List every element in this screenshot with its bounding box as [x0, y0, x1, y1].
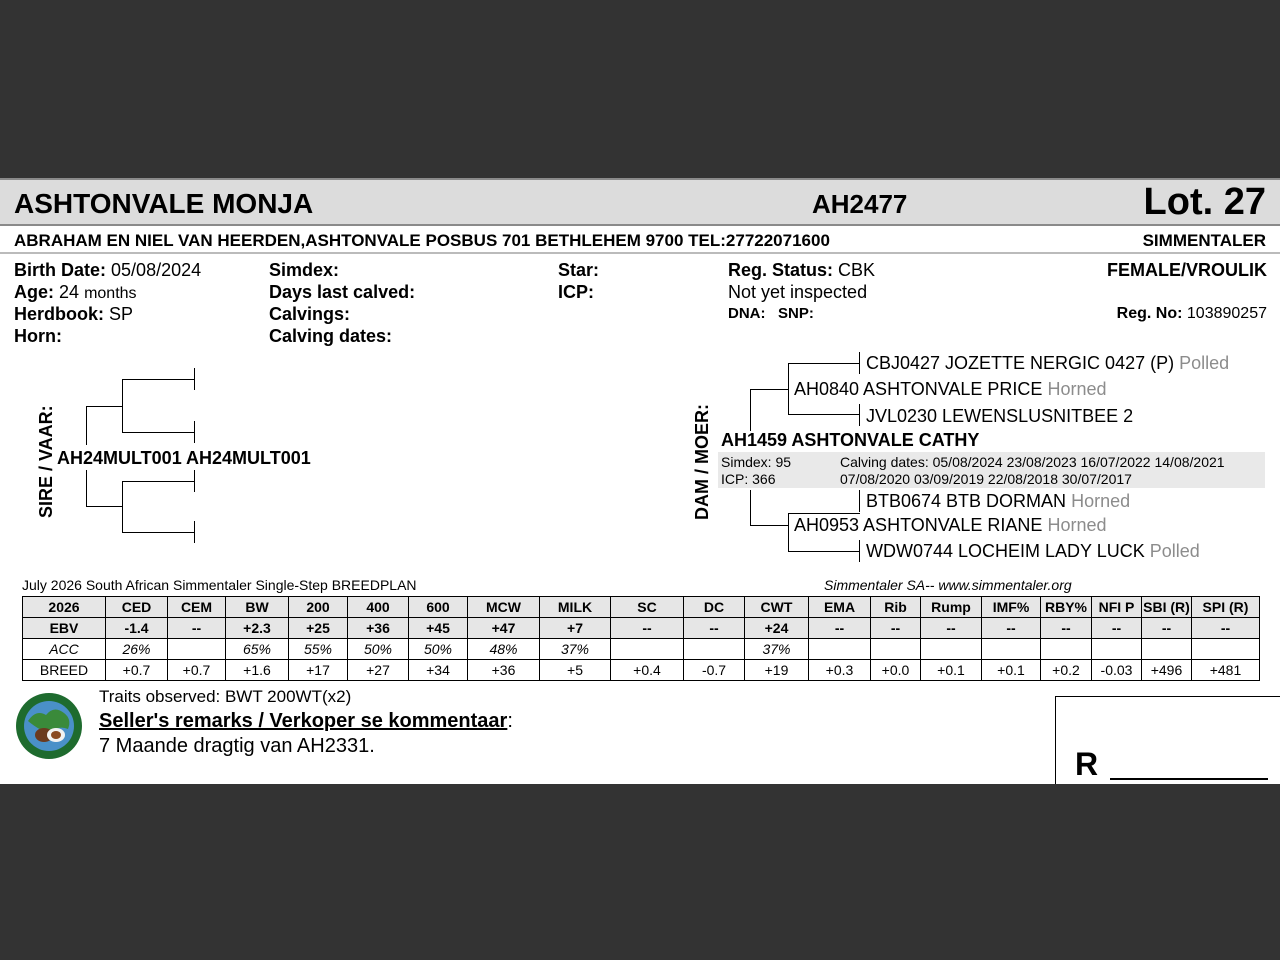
breedplan-cell: -- [611, 618, 684, 639]
dam-sire: AH0840 ASHTONVALE PRICE Horned [794, 379, 1107, 399]
breedplan-cell: CED [106, 597, 168, 618]
breedplan-cell: +17 [289, 660, 348, 681]
breedplan-cell: BW [226, 597, 289, 618]
star-label: Star: [558, 260, 600, 280]
breedplan-cell: IMF% [982, 597, 1041, 618]
calving-dates-label: Calving dates: [269, 326, 393, 346]
breedplan-cell: +0.4 [611, 660, 684, 681]
traits-observed: Traits observed: BWT 200WT(x2) [99, 687, 352, 706]
breedplan-cell [921, 639, 982, 660]
dam-calving-dates-2: 07/08/2020 03/09/2019 22/08/2018 30/07/2017 [840, 471, 1132, 487]
breedplan-cell: SC [611, 597, 684, 618]
breedplan-cell: +27 [348, 660, 409, 681]
breedplan-cell: +24 [745, 618, 809, 639]
sex: FEMALE/VROULIK [1107, 260, 1267, 280]
breedplan-cell: CEM [168, 597, 226, 618]
breedplan-cell: -- [921, 618, 982, 639]
breedplan-cell: SBI (R) [1142, 597, 1192, 618]
breedplan-cell: +481 [1192, 660, 1260, 681]
breedplan-cell: -- [982, 618, 1041, 639]
breedplan-cell: -0.03 [1092, 660, 1142, 681]
breedplan-cell: SPI (R) [1192, 597, 1260, 618]
breedplan-cell: +19 [745, 660, 809, 681]
breed-name: SIMMENTALER [1142, 231, 1266, 250]
breedplan-cell: 50% [409, 639, 468, 660]
breedplan-acc-row [23, 639, 1260, 660]
breedplan-cell [1041, 639, 1092, 660]
horn-label: Horn: [14, 326, 62, 346]
dam-dam: AH0953 ASHTONVALE RIANE Horned [794, 515, 1107, 535]
breedplan-cell: Rib [871, 597, 921, 618]
dam-dam-dam: WDW0744 LOCHEIM LADY LUCK Polled [866, 541, 1200, 561]
dam-calving-dates-1: Calving dates: 05/08/2024 23/08/2023 16/07/2022 14/08/2021 [840, 454, 1225, 470]
breedplan-cell: +45 [409, 618, 468, 639]
breedplan-cell: +7 [540, 618, 611, 639]
breedplan-cell: +1.6 [226, 660, 289, 681]
breedplan-cell: 26% [106, 639, 168, 660]
breedplan-cell [1092, 639, 1142, 660]
breedplan-cell [611, 639, 684, 660]
reg-status: Reg. Status: CBK [728, 260, 876, 280]
breedplan-cell: CWT [745, 597, 809, 618]
breedplan-cell: 37% [745, 639, 809, 660]
breedplan-cell: +0.7 [106, 660, 168, 681]
breedplan-cell: +2.3 [226, 618, 289, 639]
dna-snp: DNA: SNP: [728, 305, 814, 322]
simdex-label: Simdex: [269, 260, 340, 280]
breedplan-cell: -- [871, 618, 921, 639]
breedplan-cell: 37% [540, 639, 611, 660]
price-prefix: R [1075, 746, 1099, 782]
breedplan-cell: +0.1 [921, 660, 982, 681]
animal-name: ASHTONVALE MONJA [14, 188, 314, 219]
breedplan-header-row [23, 597, 1260, 618]
breedplan-cell: +36 [348, 618, 409, 639]
breedplan-cell: +0.0 [871, 660, 921, 681]
breedplan-cell: -- [1142, 618, 1192, 639]
days-calved-label: Days last calved: [269, 282, 416, 302]
icp-label: ICP: [558, 282, 594, 302]
reg-no: Reg. No: 103890257 [1116, 305, 1267, 322]
sire-side-label: SIRE / VAAR: [36, 405, 56, 518]
breedplan-cell: RBY% [1041, 597, 1092, 618]
dam-icp: ICP: 366 [721, 471, 776, 487]
herdbook: Herdbook: SP [14, 304, 134, 324]
breedplan-website: Simmentaler SA-- www.simmentaler.org [824, 577, 1072, 593]
breedplan-cell: 65% [226, 639, 289, 660]
breedplan-cell: MILK [540, 597, 611, 618]
price-line[interactable] [1110, 778, 1268, 780]
breedplan-cell: BREED [23, 660, 106, 681]
breedplan-cell [168, 639, 226, 660]
breedplan-cell: +496 [1142, 660, 1192, 681]
dam-dam-sire: BTB0674 BTB DORMAN Horned [866, 491, 1131, 511]
breedplan-table [22, 596, 1260, 681]
breedplan-cell: -- [1192, 618, 1260, 639]
header-band [0, 178, 1280, 226]
breedplan-caption: July 2026 South African Simmentaler Single-Step BREEDPLAN [22, 577, 417, 593]
breedplan-cell: ACC [23, 639, 106, 660]
breedplan-cell [871, 639, 921, 660]
inspection-status: Not yet inspected [728, 282, 868, 302]
breedplan-cell: Rump [921, 597, 982, 618]
breedplan-cell: 2026 [23, 597, 106, 618]
breedplan-breed-row [23, 660, 1260, 681]
dam-sire-dam: JVL0230 LEWENSLUSNITBEE 2 [866, 406, 1134, 426]
breedplan-cell: -- [1092, 618, 1142, 639]
dam-name: AH1459 ASHTONVALE CATHY [721, 430, 980, 450]
breedplan-cell: +25 [289, 618, 348, 639]
breedplan-cell [982, 639, 1041, 660]
breedplan-cell [1192, 639, 1260, 660]
breedplan-cell: -- [809, 618, 871, 639]
birth-date: Birth Date: 05/08/2024 [14, 260, 202, 280]
breedplan-cell: MCW [468, 597, 540, 618]
sire-name: AH24MULT001 AH24MULT001 [57, 448, 311, 468]
calvings-label: Calvings: [269, 304, 351, 324]
breedplan-cell: -- [168, 618, 226, 639]
breedplan-cell: 400 [348, 597, 409, 618]
breedplan-cell [809, 639, 871, 660]
breedplan-cell: NFI P [1092, 597, 1142, 618]
lot-number: Lot. 27 [1143, 181, 1266, 223]
simmentaler-logo [14, 691, 84, 761]
breedplan-cell [684, 639, 745, 660]
owner-band [0, 226, 1280, 254]
breedplan-cell: 50% [348, 639, 409, 660]
animal-reg-code: AH2477 [812, 189, 908, 219]
breedplan-ebv-row [23, 618, 1260, 639]
price-box [1055, 696, 1280, 784]
dam-simdex: Simdex: 95 [721, 454, 792, 470]
breedplan-cell: 55% [289, 639, 348, 660]
age: Age: 24 months [14, 282, 137, 302]
breedplan-cell: +47 [468, 618, 540, 639]
lot-card [0, 178, 1280, 784]
breedplan-cell: +0.3 [809, 660, 871, 681]
owner-address: ABRAHAM EN NIEL VAN HEERDEN,ASHTONVALE POSBUS 701 BETHLEHEM 9700 TEL:27722071600 [14, 231, 830, 250]
dam-sire-sire: CBJ0427 JOZETTE NERGIC 0427 (P) Polled [866, 353, 1230, 373]
breedplan-cell: -- [684, 618, 745, 639]
breedplan-cell: 48% [468, 639, 540, 660]
breedplan-cell [1142, 639, 1192, 660]
dam-side-label: DAM / MOER: [692, 404, 712, 520]
breedplan-cell: +36 [468, 660, 540, 681]
breedplan-cell: -- [1041, 618, 1092, 639]
breedplan-cell: DC [684, 597, 745, 618]
breedplan-cell: -0.7 [684, 660, 745, 681]
dam-calving-box [718, 452, 1265, 488]
remarks-text: 7 Maande dragtig van AH2331. [99, 735, 375, 757]
breedplan-cell: +0.7 [168, 660, 226, 681]
breedplan-cell: +5 [540, 660, 611, 681]
breedplan-cell: 200 [289, 597, 348, 618]
remarks-title: Seller's remarks / Verkoper se kommentaar: [99, 710, 513, 732]
breedplan-cell: -1.4 [106, 618, 168, 639]
breedplan-cell: +34 [409, 660, 468, 681]
breedplan-cell: EMA [809, 597, 871, 618]
breedplan-cell: +0.2 [1041, 660, 1092, 681]
breedplan-cell: EBV [23, 618, 106, 639]
breedplan-cell: +0.1 [982, 660, 1041, 681]
breedplan-cell: 600 [409, 597, 468, 618]
